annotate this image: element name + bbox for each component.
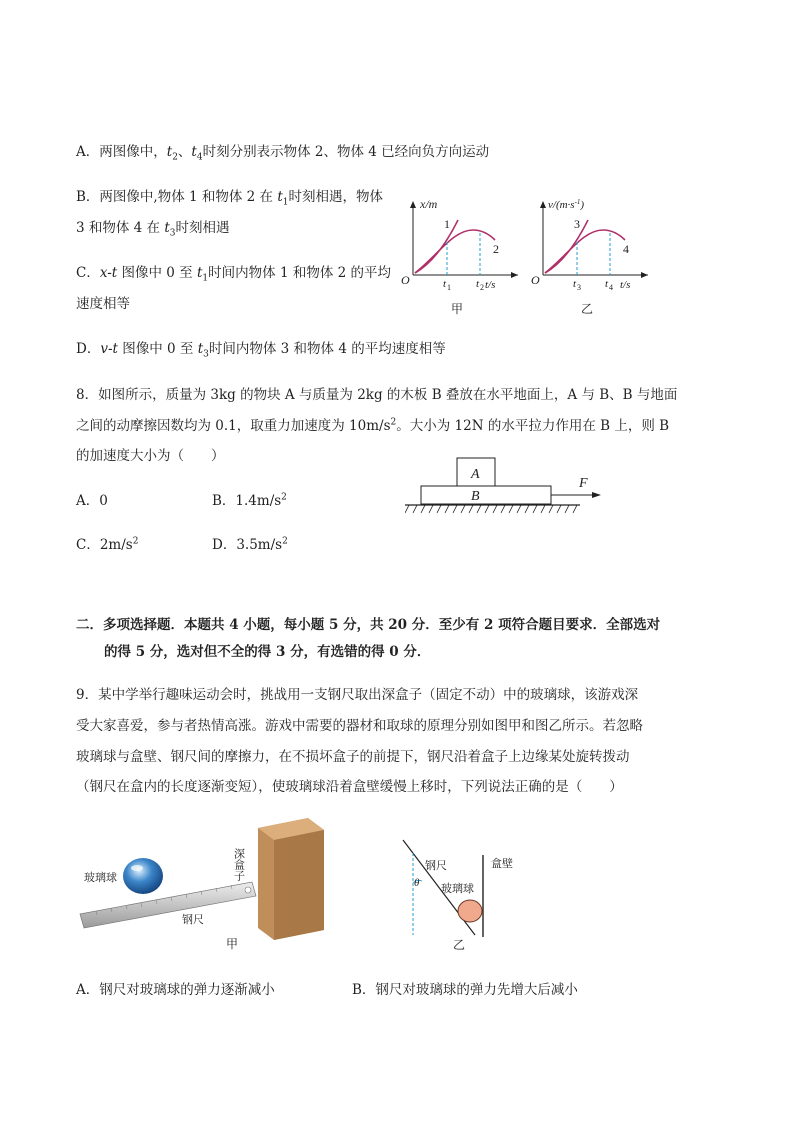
q7-option-b-line2: [76, 216, 230, 239]
t4-tick-sub: 4: [609, 283, 613, 292]
q8-line1: 8．如图所示，质量为 3kg 的物块 A 与质量为 2kg 的木板 B 叠放在水平地面上，A 与 B、B 与地面: [76, 387, 678, 403]
q8-option-b-text: B．1.4m/s: [212, 493, 282, 509]
curve-4-label: 4: [623, 242, 629, 256]
t3-tick-sub: 3: [577, 283, 581, 292]
q7-option-d-mid: 图像中 0 至: [117, 341, 198, 357]
xt-graph: [398, 195, 523, 320]
q8-option-d-text: D．3.5m/s: [212, 537, 283, 553]
vt-origin: O: [531, 273, 540, 287]
force-label: F: [579, 476, 588, 491]
t1-symbol: t: [196, 265, 203, 281]
t4-tick: t: [605, 278, 609, 290]
vt-caption: 乙: [581, 302, 594, 316]
t1-subscript: 1: [202, 273, 209, 284]
t2-tick-sub: 2: [480, 283, 484, 292]
curve-2: [415, 230, 495, 273]
q9-option-a: A．钢尺对玻璃球的弹力逐渐减小: [76, 982, 275, 998]
q8-option-c-text: C．2m/s: [76, 537, 133, 553]
q9-line1: 9．某中学举行趣味运动会时，挑战用一支钢尺取出深盒子（固定不动）中的玻璃球，该游戏深: [76, 687, 639, 703]
q8-option-d: [212, 533, 288, 553]
q7-option-c-rest: 时间内物体 1 和物体 2 的平均: [208, 265, 391, 281]
q7-option-a-text: A．两图像中，: [76, 144, 167, 160]
q9-line3: 玻璃球与盒壁、钢尺间的摩擦力，在不损坏盒子的前提下，钢尺沿着盒子上边缘某处旋转拨动: [76, 749, 630, 765]
deep-box-label: 深盒子: [232, 848, 246, 881]
wall-label: 盒壁: [491, 857, 513, 870]
q7-option-c-mid: 图像中 0 至: [117, 265, 197, 281]
curve-2-label: 2: [493, 242, 499, 256]
t3-symbol: t: [197, 341, 204, 357]
t2-tick: t: [476, 278, 480, 290]
xt-origin: O: [401, 273, 410, 287]
t2-subscript: 2: [172, 152, 178, 163]
q8-option-a: A．0: [76, 493, 108, 509]
q8-option-d-sup: 2: [282, 536, 288, 547]
q7-option-d-label: D．: [76, 341, 101, 357]
t3-subscript: 3: [169, 228, 176, 239]
t3-tick: t: [573, 278, 577, 290]
q7-option-b-text: B．两图像中,物体 1 和物体 2 在: [76, 189, 278, 205]
q7-option-a: [76, 140, 489, 163]
xt-xlabel: t/s: [485, 279, 496, 291]
q7-option-d: [76, 337, 446, 360]
block-a-label: A: [471, 467, 480, 482]
ball-label: 玻璃球: [441, 882, 474, 895]
t3-symbol: t: [164, 220, 170, 236]
board-b: [421, 486, 551, 504]
q7-option-a-rest: 时刻分别表示物体 2、物体 4 已经向负方向运动: [202, 144, 490, 160]
q8-option-c: [76, 533, 138, 553]
q8-option-b-sup: 2: [281, 492, 287, 503]
q9-line2: 受大家喜爱，参与者热情高涨。游戏中需要的器材和取球的原理分别如图甲和图乙所示。若忽略: [76, 718, 643, 734]
q9-figure-b: [395, 835, 535, 955]
q8-option-b: [212, 489, 287, 509]
t2-symbol: t: [166, 144, 173, 160]
t4-subscript: 4: [196, 152, 203, 163]
separator: 、: [177, 144, 192, 160]
vt-symbol: v-t: [100, 341, 118, 357]
section2-heading-line2: 的得 5 分，选对但不全的得 3 分，有选错的得 0 分．: [104, 644, 431, 660]
ground-hatching: [405, 505, 577, 513]
vt-xlabel: t/s: [620, 279, 631, 291]
figure-a-caption: 甲: [226, 937, 239, 951]
t1-tick-sub: 1: [447, 283, 451, 292]
q8-line2-rest: 。大小为 12N 的水平拉力作用在 B 上，则 B: [396, 418, 670, 434]
t1-tick: t: [443, 278, 447, 290]
q7-option-b-line1: [76, 185, 383, 208]
q8-line2-sup: 2: [390, 417, 397, 428]
vt-ylabel: $v/(m\cdot s^{-1})$: [548, 198, 585, 211]
q7-option-b-rest: 时刻相遇，物体: [288, 189, 384, 205]
curve-3-label: 3: [574, 217, 580, 231]
xt-caption: 甲: [451, 302, 464, 316]
t1-symbol: t: [277, 189, 283, 205]
glass-ball: [123, 858, 163, 894]
curve-3: [545, 220, 588, 273]
q9-line4: （钢尺在盒内的长度逐渐变短），使玻璃球沿着盒壁缓慢上移时，下列说法正确的是（ ）: [76, 779, 623, 795]
block-board-diagram: [405, 455, 605, 520]
t3-subscript: 3: [203, 349, 209, 360]
figure-b-caption: 乙: [453, 938, 466, 952]
q7-option-d-rest: 时间内物体 3 和物体 4 的平均速度相等: [208, 341, 446, 357]
glass-ball: [458, 900, 482, 922]
q7-option-c-label: C．: [76, 265, 100, 281]
q7-option-c-line1: [76, 261, 391, 284]
q8-line2-text: 之间的动摩擦因数均为 0.1，取重力加速度为 10m/s: [76, 418, 391, 434]
ruler-label: 钢尺: [182, 913, 204, 926]
vt-graph: [528, 195, 653, 320]
q9-option-b: B．钢尺对玻璃球的弹力先增大后减小: [352, 982, 578, 998]
t4-symbol: t: [191, 144, 197, 160]
theta-label: θ: [414, 877, 420, 889]
section2-heading-line1: 二．多项选择题．本题共 4 小题，每小题 5 分，共 20 分．至少有 2 项符合题目要求．全部选对: [76, 617, 661, 633]
curve-4: [545, 230, 625, 273]
xt-symbol: x-t: [99, 265, 118, 281]
t1-subscript: 1: [282, 197, 289, 208]
q7-option-c-line2: 速度相等: [76, 296, 130, 312]
q8-option-c-sup: 2: [132, 536, 139, 547]
q7-option-b-line2-text: 3 和物体 4 在: [76, 220, 165, 236]
glass-ball-label: 玻璃球: [84, 871, 117, 884]
steel-ruler: [80, 882, 256, 928]
curve-1-label: 1: [444, 217, 450, 231]
q8-line3: 的加速度大小为（ ）: [76, 448, 225, 464]
ruler-label: 钢尺: [425, 859, 447, 872]
q7-option-b-line2-rest: 时刻相遇: [175, 220, 230, 236]
q8-line2: [76, 414, 669, 434]
board-b-label: B: [471, 489, 480, 504]
q9-figure-a: [76, 810, 336, 960]
xt-ylabel: x/m: [420, 197, 438, 211]
curve-1: [415, 220, 458, 273]
